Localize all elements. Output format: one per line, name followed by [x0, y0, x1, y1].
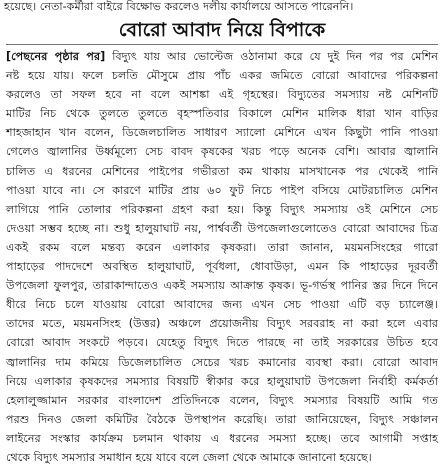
article-headline: বোরো আবাদ নিয়ে বিপাকে [118, 19, 326, 41]
article-line: লাইনের সংস্কার কার্যক্রম চলমান থাকায় এ ধরনের সমস্যা হচ্ছে। তবে আগামী সপ্তাহ [6, 431, 438, 445]
article-line: থেকে বিদ্যুৎ সমস্যার সমাধান হয়ে যাবে বলে জেলা থেকে আমাকে জানানো হয়েছে। [6, 450, 372, 464]
article-line: মাটির নিচ থেকে তুলতে তুলতে বৃহস্পতিবার বিকালে মেশিন মালিক ধারা খান বাড়ির [6, 107, 438, 121]
article-line: তাদের মতে, ময়মনসিংহ (উত্তর) অঞ্চলে প্রয়োজনীয় বিদ্যুৎ সরবরাহ না করা হলে এবার [6, 317, 438, 331]
article-line: উপজেলা ফুলপুর, তারাকান্দাতেও একই সমস্যায় আক্রান্ত কৃষক। ভূ-গর্ভস্থ পানির স্তর দিনে দিনে [6, 279, 438, 293]
article-line: করলেও তা সফল হবে না বলে আশঙ্কা এই গৃহস্থের। বিদ্যুতের সমস্যায় নষ্ট মেশিনটি [6, 88, 438, 102]
article-line: নষ্ট হয়ে যায়। ফলে চলতি মৌসুমে প্রায় পাঁচ একর জমিতে বোরো আবাদের পরিকল্পনা [6, 69, 438, 83]
article-line: পরশু দিনও জেলা কমিটির বৈঠকে উপস্থাপন করেছি। তারা জানিয়েছেন, বিদ্যুৎ সঞ্চালন [6, 412, 438, 426]
article-line: দেওয়া সম্ভব হচ্ছে না। শুধু হালুয়াঘাট নয়, পার্শ্ববর্তী উপজেলাগুলোতেও বোরো আবাদের চিত্র [6, 221, 438, 235]
article-line: হেলালুজ্জামান সরকার বাংলাদেশ প্রতিদিনকে বলেন, বিদ্যুৎ সমস্যার বিষয়টি আমি গত [6, 393, 438, 407]
article-line: পাহাড়ের পাদদেশে অবস্থিত হালুয়াঘাট, পূর্বধলা, ধোবাউড়া, এমন কি পাহাড়ের দূরবর্তী [6, 260, 438, 274]
previous-article-fragment: হয়েছে। নেতা-কর্মীরা বাইরে বিক্ষোভ করলেও দলীয় কার্যালয়ে আসতে পারেননি। [4, 0, 354, 13]
article-line: গেলেও জ্বালানির উর্ধ্বমূল্যে সেচ বাবদ কৃষকের খরচ পড়ে অনেক বেশি। আবার জ্বালানি [6, 145, 438, 159]
article-line: ধীরে নিচে চলে যাওয়ায় বোরো আবাদের জন্য এখন সেচ পাওয়া এটি বড় চ্যালেঞ্জ। [6, 298, 438, 312]
article-body [6, 47, 438, 464]
article-line: একই রকম বলে মন্তব্য করেন এলাকার কৃষকরা। তারা জানান, ময়মনসিংহের গারো [6, 240, 438, 254]
article-line: শাহজাহান খান বলেন, ডিজেলচালিত সাধারণ স্যালো মেশিনে এখন কিছুটা পানি পাওয়া [6, 126, 438, 140]
article-line-text: বিদ্যুৎ যায় আর ভোল্টেজ ওঠানামা করে যে দুই দিন পর পর মেশিন [112, 50, 438, 63]
article-line: বোরো আবাদ সংকটে পড়বে। যেহেতু বিদ্যুৎ দিতে পারছে না তাই সরকারের উচিত হবে [6, 336, 438, 350]
article-line [6, 47, 438, 66]
article-line: নিয়ে এলাকার কৃষকদের সমস্যার বিষয়টি স্বীকার করে হালুয়াঘাট উপজেলা নির্বাহী কর্মকর্তা [6, 374, 438, 388]
article-line: লাগিয়ে পানি তোলার পরিকল্পনা গ্রহণ করা হয়। কিন্তু বিদ্যুৎ সমস্যায় ওই মেশিনে সেচ [6, 202, 438, 216]
continuation-kicker: [পেছনের পৃষ্ঠার পর] [6, 50, 106, 63]
article-line: পাওয়া যাবে না। সে কারণে মাটির প্রায় ৬০ ফুট নিচে পাইপ বসিয়ে মোটরচালিত মেশিন [6, 183, 438, 197]
article-line: জ্বালানির দাম কমিয়ে ডিজেলচালিত সেচের খরচ কমানোর ব্যবস্থা করা। বোরো আবাদ [6, 355, 438, 369]
article-line: চালিত এ ধরনের মেশিনের পাইপের গভীরতা কম থাকায় মাসখানেক পর থেকেই পানি [6, 164, 438, 178]
headline-divider [6, 44, 438, 45]
